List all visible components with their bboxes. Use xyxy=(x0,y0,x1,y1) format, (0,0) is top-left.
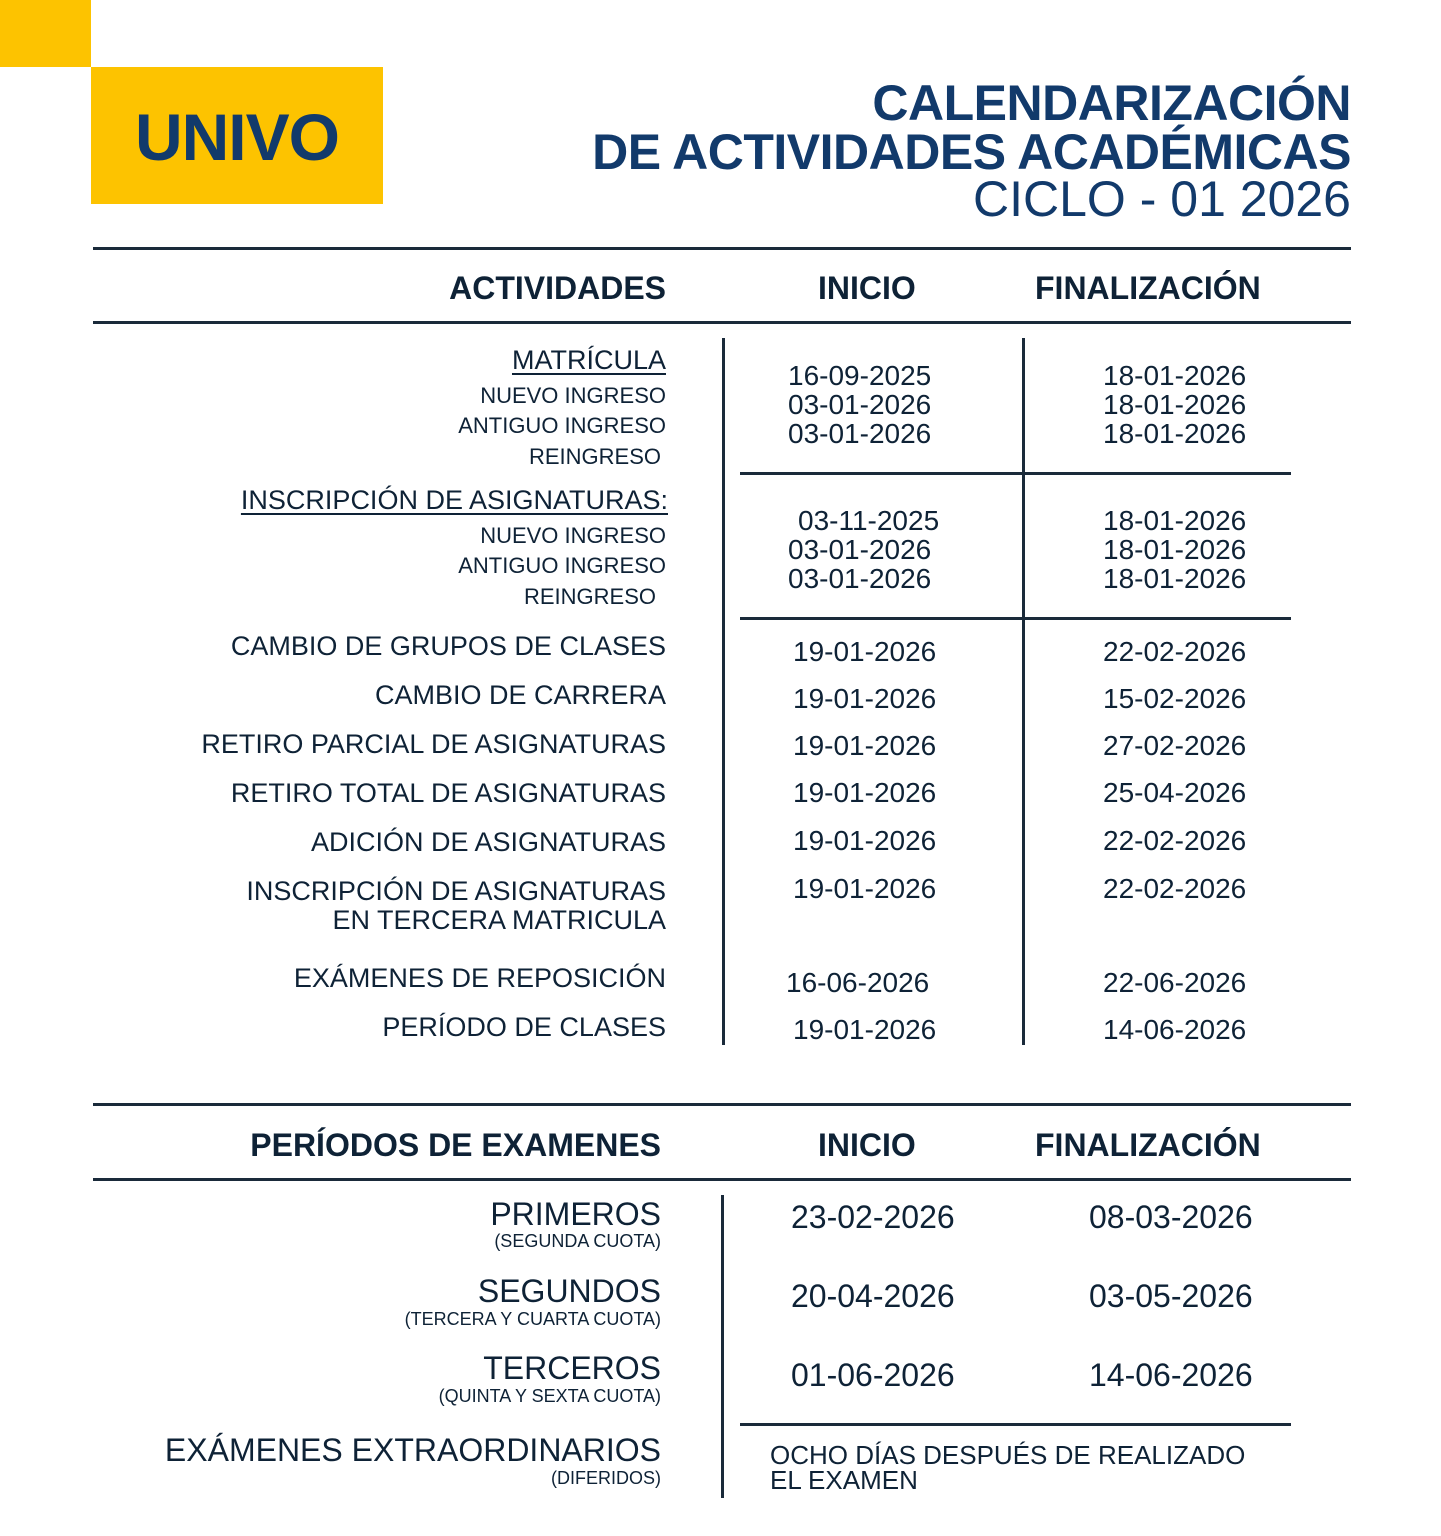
inscripcion-end: 18-01-2026 xyxy=(1103,534,1247,565)
matricula-label: REINGRESO xyxy=(528,444,661,469)
exam-period-label: SEGUNDOS xyxy=(477,1273,661,1309)
activity-end: 25-04-2026 xyxy=(1103,777,1247,808)
exam-period-label: PRIMEROS xyxy=(490,1196,661,1232)
inscripcion-end: 18-01-2026 xyxy=(1103,563,1247,594)
activity-start: 16-06-2026 xyxy=(786,967,930,998)
table-header-rule xyxy=(93,321,1351,324)
inscripcion-end: 18-01-2026 xyxy=(1103,505,1247,536)
activity-end: 22-06-2026 xyxy=(1103,967,1247,998)
title-line-1: CALENDARIZACIÓN xyxy=(872,75,1351,131)
activity-end: 22-02-2026 xyxy=(1103,636,1247,667)
col-header-start: INICIO xyxy=(818,1127,916,1163)
activity-label: ADICIÓN DE ASIGNATURAS xyxy=(310,827,666,857)
table-top-rule xyxy=(93,247,1351,250)
matricula-label: NUEVO INGRESO xyxy=(480,383,666,408)
exam-end: 03-05-2026 xyxy=(1089,1278,1253,1314)
matricula-end: 18-01-2026 xyxy=(1103,418,1247,449)
activity-label: RETIRO PARCIAL DE ASIGNATURAS xyxy=(201,729,666,759)
activity-start: 19-01-2026 xyxy=(793,777,937,808)
column-divider-1 xyxy=(721,1195,724,1498)
activity-end: 15-02-2026 xyxy=(1103,683,1247,714)
inscripcion-start: 03-11-2025 xyxy=(798,505,940,536)
activity-label-line2: EN TERCERA MATRICULA xyxy=(332,905,666,935)
exam-start: 20-04-2026 xyxy=(791,1278,955,1314)
inscripcion-start: 03-01-2026 xyxy=(788,563,932,594)
title-line-3: CICLO - 01 2026 xyxy=(973,171,1351,227)
col-header-end: FINALIZACIÓN xyxy=(1035,1127,1261,1163)
column-divider-2 xyxy=(1022,338,1025,1045)
matricula-start: 16-09-2025 xyxy=(788,360,932,391)
logo-text: UNIVO xyxy=(134,99,340,174)
matricula-end: 18-01-2026 xyxy=(1103,389,1247,420)
extraordinary-note-line2: EL EXAMEN xyxy=(770,1465,918,1495)
group-divider xyxy=(740,472,1291,475)
activity-end: 14-06-2026 xyxy=(1103,1014,1247,1045)
col-header-start: INICIO xyxy=(818,270,916,306)
exam-period-label: TERCEROS xyxy=(483,1350,661,1386)
matricula-title: MATRÍCULA xyxy=(511,345,666,375)
activity-end: 22-02-2026 xyxy=(1103,873,1247,904)
yellow-corner-block xyxy=(0,0,91,67)
col-header-end: FINALIZACIÓN xyxy=(1035,270,1261,306)
activity-start: 19-01-2026 xyxy=(793,683,937,714)
activity-label: INSCRIPCIÓN DE ASIGNATURAS xyxy=(246,876,666,906)
group-divider xyxy=(740,1423,1291,1426)
activity-label: PERÍODO DE CLASES xyxy=(382,1012,666,1042)
exam-period-sub: (QUINTA Y SEXTA CUOTA) xyxy=(438,1386,661,1406)
inscripcion-label: REINGRESO xyxy=(523,584,656,609)
matricula-start: 03-01-2026 xyxy=(788,418,932,449)
activity-end: 22-02-2026 xyxy=(1103,825,1247,856)
exams-top-rule xyxy=(93,1103,1351,1106)
univo-logo xyxy=(91,67,383,204)
activity-label: CAMBIO DE GRUPOS DE CLASES xyxy=(230,631,666,661)
activity-label: RETIRO TOTAL DE ASIGNATURAS xyxy=(230,778,666,808)
col-header-activities: ACTIVIDADES xyxy=(449,270,666,306)
col-header-periods: PERÍODOS DE EXAMENES xyxy=(250,1127,661,1163)
extraordinary-label: EXÁMENES EXTRAORDINARIOS xyxy=(164,1432,661,1468)
matricula-end: 18-01-2026 xyxy=(1103,360,1247,391)
inscripcion-start: 03-01-2026 xyxy=(788,534,932,565)
activity-start: 19-01-2026 xyxy=(793,873,937,904)
exam-end: 08-03-2026 xyxy=(1089,1199,1253,1235)
inscripcion-label: ANTIGUO INGRESO xyxy=(458,553,666,578)
column-divider-1 xyxy=(722,338,725,1045)
exam-start: 23-02-2026 xyxy=(791,1199,955,1235)
activity-start: 19-01-2026 xyxy=(793,825,937,856)
matricula-start: 03-01-2026 xyxy=(788,389,932,420)
inscripcion-label: NUEVO INGRESO xyxy=(480,523,666,548)
activity-label: CAMBIO DE CARRERA xyxy=(374,680,666,710)
exams-header-rule xyxy=(93,1178,1351,1181)
activity-start: 19-01-2026 xyxy=(793,730,937,761)
activity-start: 19-01-2026 xyxy=(793,1014,937,1045)
title-line-2: DE ACTIVIDADES ACADÉMICAS xyxy=(592,124,1351,180)
inscripcion-title: INSCRIPCIÓN DE ASIGNATURAS: xyxy=(240,485,668,515)
group-divider xyxy=(740,617,1291,620)
exam-period-sub: (TERCERA Y CUARTA CUOTA) xyxy=(404,1309,661,1329)
activity-end: 27-02-2026 xyxy=(1103,730,1247,761)
exam-end: 14-06-2026 xyxy=(1089,1357,1253,1393)
extraordinary-sub: (DIFERIDOS) xyxy=(551,1468,661,1488)
activity-start: 19-01-2026 xyxy=(793,636,937,667)
exam-period-sub: (SEGUNDA CUOTA) xyxy=(494,1231,661,1251)
activity-label: EXÁMENES DE REPOSICIÓN xyxy=(293,963,666,993)
exam-start: 01-06-2026 xyxy=(791,1357,955,1393)
matricula-label: ANTIGUO INGRESO xyxy=(458,413,666,438)
extraordinary-note-line1: OCHO DÍAS DESPUÉS DE REALIZADO xyxy=(770,1440,1246,1470)
